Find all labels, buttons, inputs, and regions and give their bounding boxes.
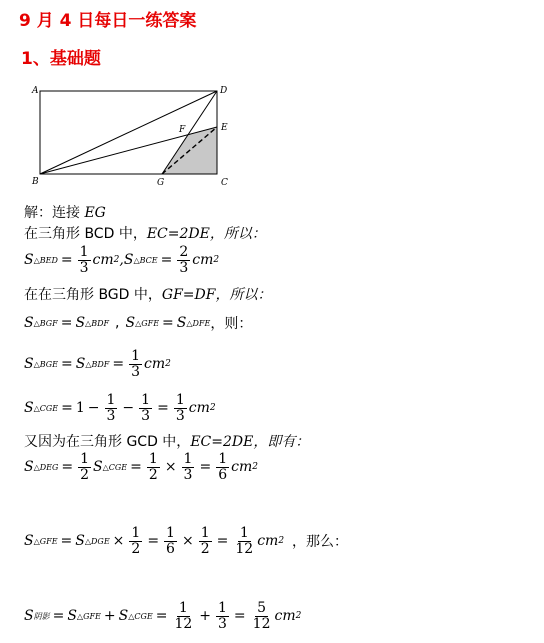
label-a: A [32, 86, 39, 96]
equation-1: S △BED = $\frac{1}{3}$ cm 2 , S △BCE = $\frac{2}{3}$ cm 2 [24, 244, 220, 276]
label-e: E [221, 123, 228, 133]
page-title: 9 月 4 日每日一练答案 [19, 11, 197, 31]
label-d: D [220, 86, 228, 96]
equation-6: S △GFE = S △DGE × $\frac{1}{2}$ = $\frac{1}{6}$ × $\frac{1}{2}$ = $\frac{1}{12}$ cm 2 ，那么： [24, 525, 349, 557]
equation-4: S △CGE = 1 − $\frac{1}{3}$ − $\frac{1}{3}$ = $\frac{1}{3}$ cm 2 [24, 392, 216, 424]
label-b: B [32, 177, 39, 187]
label-g: G [157, 178, 165, 188]
geometry-figure [28, 80, 238, 190]
equation-5: S △DEG = $\frac{1}{2}$ S △CGE = $\frac{1}{2}$ × $\frac{1}{3}$ = $\frac{1}{6}$ cm 2 [24, 451, 258, 483]
label-f: F [179, 125, 186, 135]
section-heading: 1、基础题 [21, 49, 101, 69]
equation-2: S △BGF = S △BDF , S △GFE = S △DFE ，则： [24, 315, 253, 332]
line-triangle-bgd: 在在三角形 BGD 中，GF=DF，所以： [24, 287, 272, 303]
line-triangle-gcd: 又因为在三角形 GCD 中，EC=2DE，即有： [24, 434, 310, 450]
equation-7: S 阴影 = S △GFE + S △CGE = $\frac{1}{12}$ + $\frac{1}{3}$ = $\frac{5}{12}$ cm 2 [24, 600, 302, 632]
equation-3: S △BGE = S △BDF = $\frac{1}{3}$ cm 2 [24, 348, 171, 380]
label-c: C [221, 178, 228, 188]
line-triangle-bcd: 在三角形 BCD 中，EC=2DE，所以： [24, 226, 266, 242]
line-connect-eg: 解：连接 EG [24, 205, 106, 221]
